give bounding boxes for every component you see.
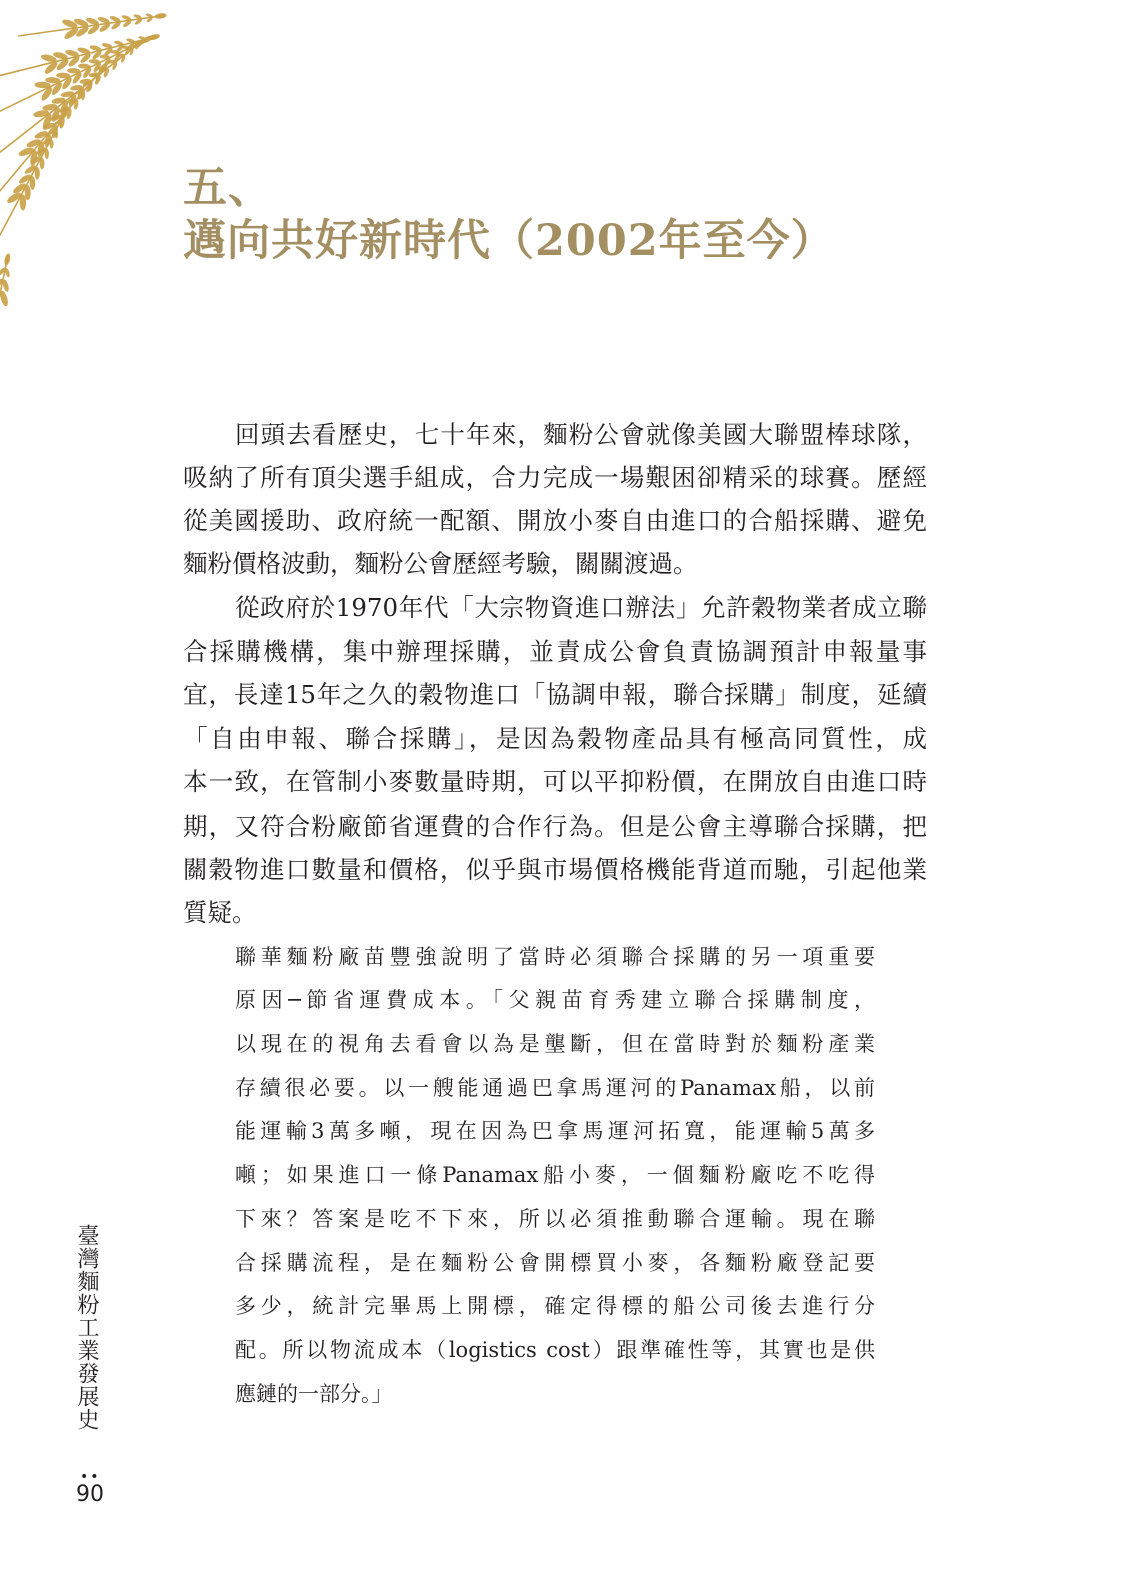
section-title: 邁向共好新時代（2002年至今） — [183, 216, 835, 266]
quote-line: 聯華麵粉廠苗豐強說明了當時必須聯合採購的另一項重要 — [235, 945, 875, 969]
paragraph-2-line: 關穀物進口數量和價格，似乎與市場價格機能背道而馳，引起他業 — [183, 855, 927, 884]
paragraph-2-line: 從政府於1970年代「大宗物資進口辦法」允許穀物業者成立聯 — [235, 593, 927, 622]
paragraph-1-line: 吸納了所有頂尖選手組成，合力完成一場艱困卻精采的球賽。歷經 — [183, 463, 927, 492]
paragraph-2-line: 宜，長達15年之久的穀物進口「協調申報，聯合採購」制度，延續 — [183, 680, 927, 709]
quote-line: 能運輸3萬多噸，現在因為巴拿馬運河拓寬，能運輸5萬多 — [235, 1119, 875, 1143]
quote-line: 多少，統計完畢馬上開標，確定得標的船公司後去進行分 — [235, 1294, 875, 1318]
paragraph-1-line: 從美國援助、政府統一配額、開放小麥自由進口的合船採購、避免 — [183, 506, 927, 535]
paragraph-1-line: 麵粉價格波動，麵粉公會歷經考驗，關關渡過。 — [183, 549, 698, 578]
quote-line: 合採購流程，是在麵粉公會開標買小麥，各麵粉廠登記要 — [235, 1251, 875, 1275]
quote-line: 應鏈的一部分。」 — [235, 1382, 393, 1406]
paragraph-2-line: 期，又符合粉廠節省運費的合作行為。但是公會主導聯合採購，把 — [183, 812, 927, 841]
wheat-icon — [0, 0, 190, 340]
paragraph-2-line: 「自由申報、聯合採購」，是因為穀物產品具有極高同質性，成 — [183, 724, 927, 753]
quote-line: 配。所以物流成本（logistics cost）跟準確性等，其實也是供 — [235, 1338, 875, 1362]
paragraph-2-line: 本一致，在管制小麥數量時期，可以平抑粉價，在開放自由進口時 — [183, 767, 927, 796]
quote-line: 以現在的視角去看會以為是壟斷，但在當時對於麵粉產業 — [235, 1032, 875, 1056]
book-title: 臺灣麵粉工業發展史 — [74, 1224, 99, 1431]
quote-line: 下來？答案是吃不下來，所以必須推動聯合運輸。現在聯 — [235, 1207, 875, 1231]
paragraph-1-line: 回頭去看歷史，七十年來，麵粉公會就像美國大聯盟棒球隊， — [235, 420, 927, 449]
paragraph-2-line: 質疑。 — [183, 898, 257, 927]
quote-line: 原因─節省運費成本。「父親苗育秀建立聯合採購制度， — [235, 988, 875, 1012]
paragraph-2-line: 合採購機構，集中辦理採購，並責成公會負責協調預計申報量事 — [183, 637, 927, 666]
section-number: 五、 — [183, 162, 273, 213]
quote-line: 噸；如果進口一條Panamax船小麥，一個麵粉廠吃不吃得 — [235, 1163, 875, 1187]
page-number: 90 — [76, 1482, 104, 1507]
quote-line: 存續很必要。以一艘能通過巴拿馬運河的Panamax船，以前 — [235, 1076, 875, 1100]
page-dots: •• — [80, 1469, 101, 1485]
